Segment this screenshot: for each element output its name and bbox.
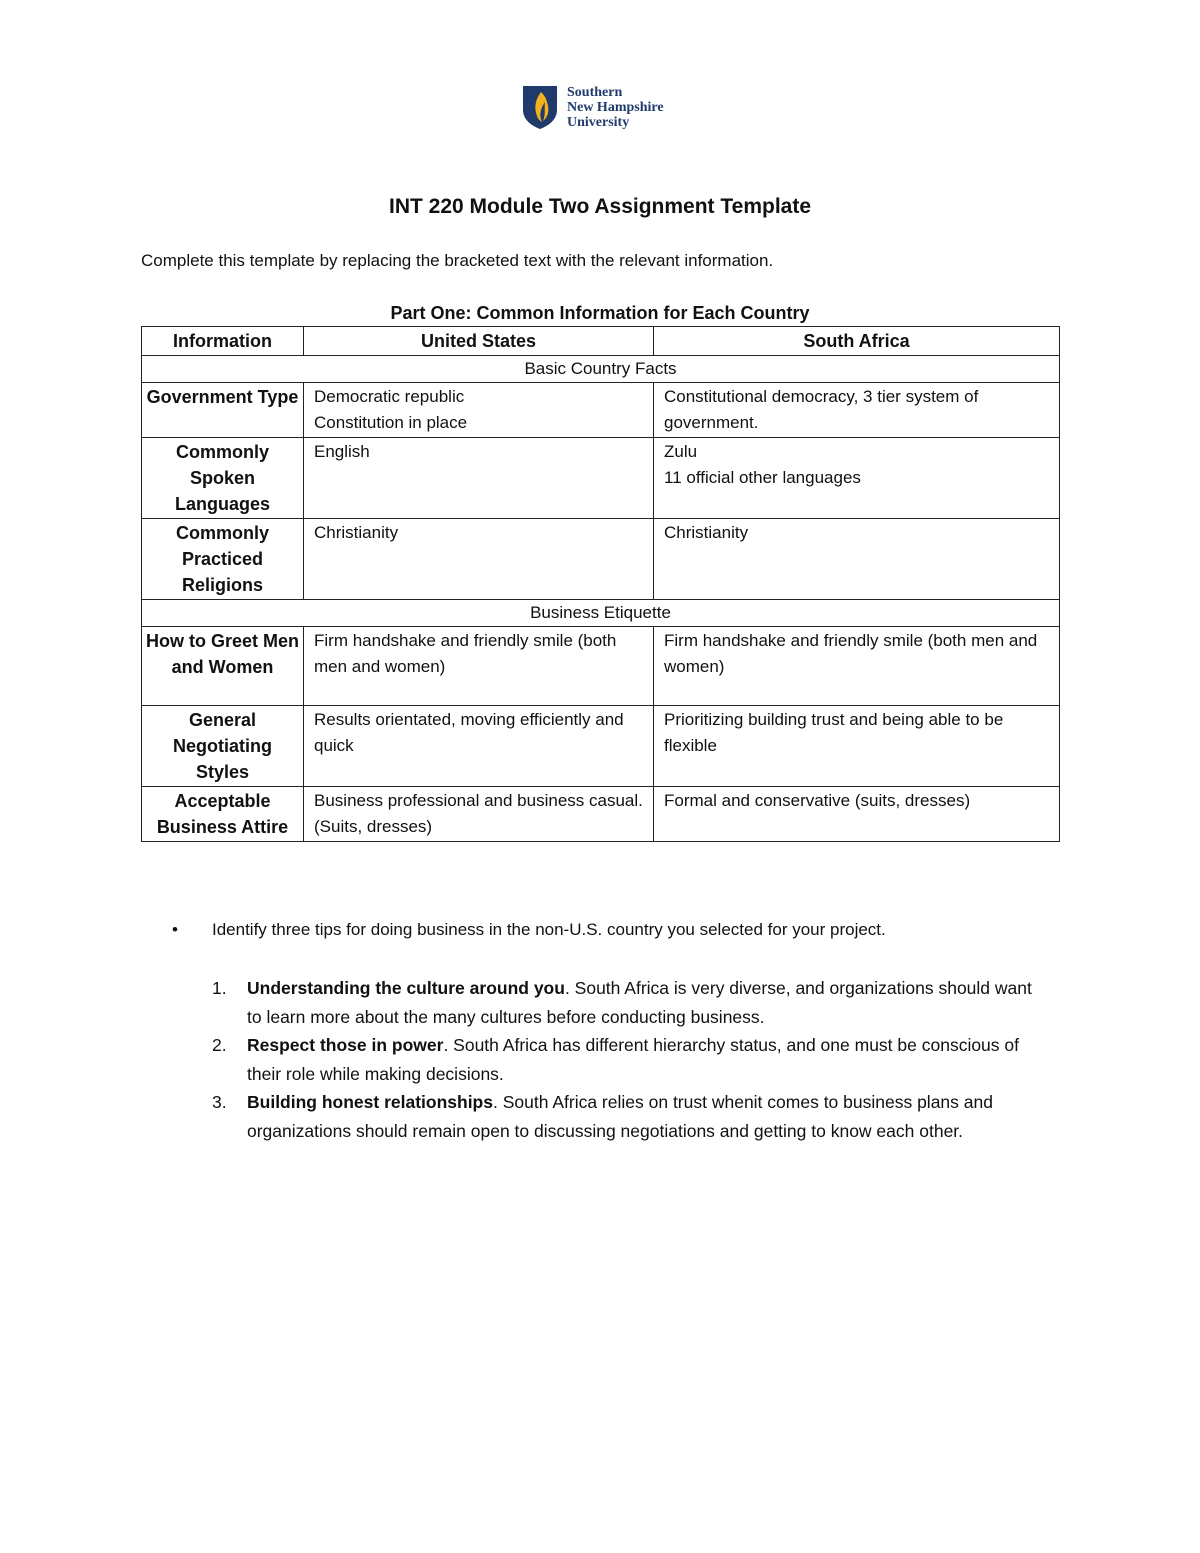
tip-content [247,1031,1047,1088]
logo-line-3: University [567,114,630,130]
list-item [212,1031,1047,1088]
document-title: INT 220 Module Two Assignment Template [389,195,811,218]
tip-content [247,974,1047,1031]
logo-wordmark [567,85,664,130]
header-information: Information [142,327,304,356]
section-row-business-etiquette [142,600,1060,627]
row-label: Commonly Practiced Religions [142,519,304,600]
cell-us: Democratic republic Constitution in place [304,383,654,438]
logo-line-2: New Hampshire [567,99,664,115]
shield-flame-icon [521,84,559,130]
section-basic-country-facts: Basic Country Facts [142,356,1060,383]
list-number: 1. [212,978,227,998]
row-label: Government Type [142,383,304,438]
row-label: Commonly Spoken Languages [142,438,304,519]
table-row [142,383,1060,438]
tip-body: . South Africa relies on trust whenit comes to business plans and organizations should remain open to discussing negotiations and getting to know each other. [247,1092,993,1141]
country-info-table [141,326,1060,842]
table-row [142,519,1060,600]
table-header-row [142,327,1060,356]
cell-us: Firm handshake and friendly smile (both men and women) [304,627,654,706]
cell-sa: Formal and conservative (suits, dresses) [654,787,1060,842]
university-logo [521,84,664,130]
cell-us: Results orientated, moving efficiently and quick [304,706,654,787]
row-label: General Negotiating Styles [142,706,304,787]
table-row [142,438,1060,519]
header-south-africa: South Africa [654,327,1060,356]
tip-heading: Building honest relationships [247,1092,493,1112]
cell-us: Business professional and business casual. (Suits, dresses) [304,787,654,842]
list-number: 2. [212,1035,227,1055]
tip-heading: Respect those in power [247,1035,444,1055]
list-item [212,1088,1047,1145]
header-united-states: United States [304,327,654,356]
table-row [142,627,1060,706]
tip-heading: Understanding the culture around you [247,978,565,998]
bullet-item [172,920,886,940]
instructions-text: Complete this template by replacing the bracketed text with the relevant information. [141,251,774,270]
row-label: Acceptable Business Attire [142,787,304,842]
tip-body: . South Africa has different hierarchy status, and one must be conscious of their role while making decisions. [247,1035,1019,1084]
cell-us: English [304,438,654,519]
list-item [212,974,1047,1031]
table-row [142,787,1060,842]
table-caption: Part One: Common Information for Each Country [390,303,810,323]
bullet-text: Identify three tips for doing business in the non-U.S. country you selected for your project. [212,920,886,939]
bullet-icon: • [172,920,178,939]
row-label: How to Greet Men and Women [142,627,304,706]
cell-us: Christianity [304,519,654,600]
cell-sa: Constitutional democracy, 3 tier system of government. [654,383,1060,438]
table-row [142,706,1060,787]
tip-body: . South Africa is very diverse, and organizations should want to learn more about the many cultures before conducting business. [247,978,1032,1027]
cell-sa: Firm handshake and friendly smile (both men and women) [654,627,1060,706]
tips-list [212,974,1047,1145]
tip-content [247,1088,1047,1145]
logo-line-1: Southern [567,84,623,100]
section-row-basic-facts [142,356,1060,383]
cell-sa: Zulu 11 official other languages [654,438,1060,519]
cell-sa: Prioritizing building trust and being able to be flexible [654,706,1060,787]
list-number: 3. [212,1092,227,1112]
section-business-etiquette: Business Etiquette [142,600,1060,627]
cell-sa: Christianity [654,519,1060,600]
